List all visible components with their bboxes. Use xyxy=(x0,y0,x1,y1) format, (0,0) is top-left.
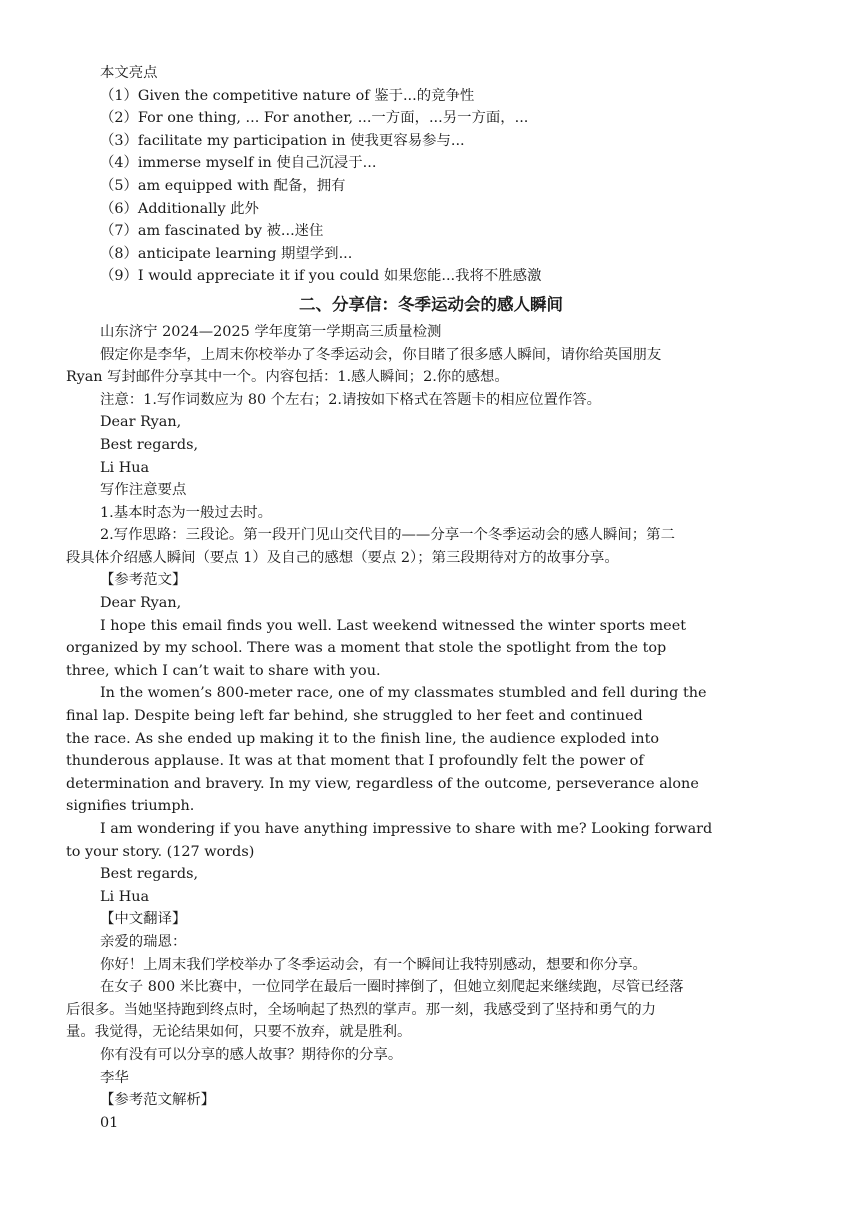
section-title: 二、分享信：冬季运动会的感人瞬间 xyxy=(299,294,563,314)
document-page xyxy=(66,62,796,1134)
tip-line: 1.基本时态为一般过去时。 xyxy=(100,504,273,521)
sample-heading: 【参考范文】 xyxy=(100,572,187,589)
essay-line: I am wondering if you have anything impressive to share with me? Looking forward xyxy=(100,821,713,837)
translation-line: 你有没有可以分享的感人故事？期待你的分享。 xyxy=(100,1046,403,1063)
format-closing: Best regards, xyxy=(100,436,199,453)
essay-line: I hope this email finds you well. Last weekend witnessed the winter sports meet xyxy=(100,617,686,634)
highlight-item: （2）For one thing, ... For another, ...一方面，...另一方面，... xyxy=(100,110,529,127)
analysis-item-number: 01 xyxy=(100,1114,119,1131)
sample-greeting: Dear Ryan, xyxy=(100,595,182,612)
essay-line: In the women’s 800-meter race, one of my classmates stumbled and fell during the xyxy=(100,685,707,702)
essay-line: thunderous applause. It was at that moment that I profoundly felt the power of xyxy=(66,753,644,770)
prompt-line: 假定你是李华，上周末你校举办了冬季运动会，你目睹了很多感人瞬间，请你给英国朋友 xyxy=(100,346,662,363)
translation-section xyxy=(66,908,796,1089)
tip-line: 2.写作思路：三段论。第一段开门见山交代目的——分享一个冬季运动会的感人瞬间；第二 xyxy=(100,527,675,544)
highlight-item: （1）Given the competitive nature of 鉴于...的竞争性 xyxy=(100,87,475,104)
essay-line: determination and bravery. In my view, regardless of the outcome, perseverance alone xyxy=(66,775,699,792)
translation-line: 你好！上周末我们学校举办了冬季运动会，有一个瞬间让我特别感动，想要和你分享。 xyxy=(100,956,647,973)
highlight-item: （7）am fascinated by 被...迷住 xyxy=(100,223,324,240)
sample-signature: Li Hua xyxy=(100,888,150,905)
essay-line: organized by my school. There was a moment that stole the spotlight from the top xyxy=(66,640,667,657)
analysis-heading: 【参考范文解析】 xyxy=(100,1092,216,1109)
highlights-section xyxy=(66,62,796,288)
essay-line: final lap. Despite being left far behind, she struggled to her feet and continued xyxy=(66,708,643,725)
highlight-item: （6）Additionally 此外 xyxy=(100,200,259,217)
translation-line: 后很多。当她坚持跑到终点时，全场响起了热烈的掌声。那一刻，我感受到了坚持和勇气的力 xyxy=(66,1001,657,1018)
tip-line: 段具体介绍感人瞬间（要点 1）及自己的感想（要点 2）；第三段期待对方的故事分享。 xyxy=(66,549,619,566)
analysis-section xyxy=(66,1089,796,1134)
note-line: 注意：1.写作词数应为 80 个左右；2.请按如下格式在答题卡的相应位置作答。 xyxy=(100,391,602,408)
essay-line: the race. As she ended up making it to the finish line, the audience exploded into xyxy=(66,730,660,747)
prompt-line: Ryan 写封邮件分享其中一个。内容包括：1.感人瞬间；2.你的感想。 xyxy=(66,369,509,386)
highlight-item: （5）am equipped with 配备，拥有 xyxy=(100,177,346,194)
highlight-item: （9）I would appreciate it if you could 如果您能...我将不胜感激 xyxy=(100,268,542,285)
highlight-item: （3）facilitate my participation in 使我更容易参与... xyxy=(100,132,465,149)
highlight-item: （4）immerse myself in 使自己沉浸于... xyxy=(100,155,377,172)
highlight-item: （8）anticipate learning 期望学到... xyxy=(100,245,353,262)
translation-signature: 李华 xyxy=(100,1069,129,1086)
translation-line: 在女子 800 米比赛中，一位同学在最后一圈时摔倒了，但她立刻爬起来继续跑，尽管已经落 xyxy=(100,979,684,996)
sample-closing: Best regards, xyxy=(100,866,199,883)
translation-greeting: 亲爱的瑞恩： xyxy=(100,933,187,950)
tips-heading: 写作注意要点 xyxy=(100,482,187,499)
sample-essay xyxy=(66,569,796,908)
essay-line: signifies triumph. xyxy=(66,798,195,815)
translation-heading: 【中文翻译】 xyxy=(100,911,187,928)
essay-line: to your story. (127 words) xyxy=(66,843,255,860)
source-line: 山东济宁 2024—2025 学年度第一学期高三质量检测 xyxy=(100,323,442,340)
highlights-heading: 本文亮点 xyxy=(100,65,158,81)
prompt-section xyxy=(66,321,796,570)
essay-line: three, which I can’t wait to share with you. xyxy=(66,662,381,679)
format-signature: Li Hua xyxy=(100,459,150,476)
translation-line: 量。我觉得，无论结果如何，只要不放弃，就是胜利。 xyxy=(66,1024,412,1041)
format-greeting: Dear Ryan, xyxy=(100,414,182,431)
